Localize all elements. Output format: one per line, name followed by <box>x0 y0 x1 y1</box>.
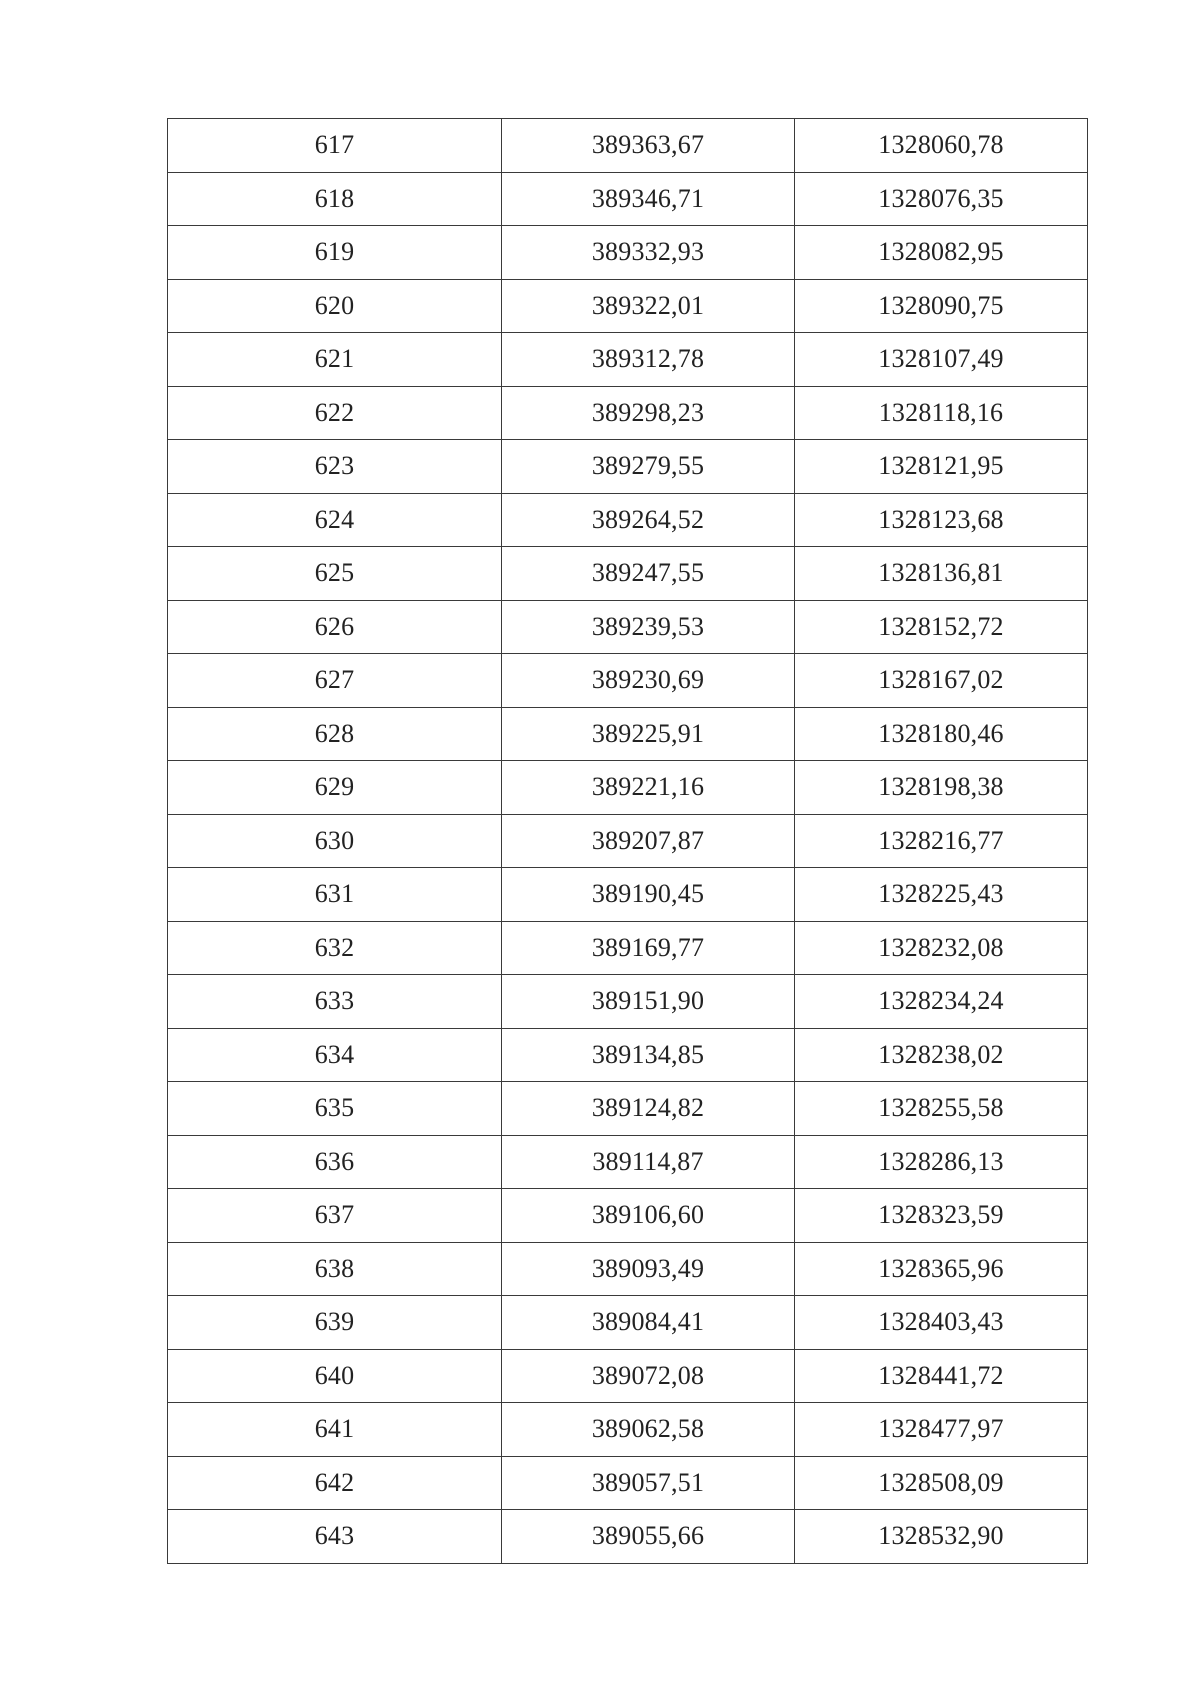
point-number-cell: 621 <box>168 333 502 387</box>
x-coordinate-cell: 389169,77 <box>502 921 795 975</box>
y-coordinate-cell: 1328323,59 <box>795 1189 1088 1243</box>
y-coordinate-cell: 1328403,43 <box>795 1296 1088 1350</box>
x-coordinate-cell: 389239,53 <box>502 600 795 654</box>
y-coordinate-cell: 1328232,08 <box>795 921 1088 975</box>
coordinates-table-body <box>168 119 1088 1564</box>
y-coordinate-cell: 1328060,78 <box>795 119 1088 173</box>
y-coordinate-cell: 1328365,96 <box>795 1242 1088 1296</box>
x-coordinate-cell: 389106,60 <box>502 1189 795 1243</box>
x-coordinate-cell: 389190,45 <box>502 868 795 922</box>
y-coordinate-cell: 1328167,02 <box>795 654 1088 708</box>
point-number-cell: 638 <box>168 1242 502 1296</box>
x-coordinate-cell: 389332,93 <box>502 226 795 280</box>
table-row <box>168 1456 1088 1510</box>
table-row <box>168 493 1088 547</box>
y-coordinate-cell: 1328076,35 <box>795 172 1088 226</box>
point-number-cell: 632 <box>168 921 502 975</box>
x-coordinate-cell: 389057,51 <box>502 1456 795 1510</box>
point-number-cell: 628 <box>168 707 502 761</box>
table-row <box>168 172 1088 226</box>
table-row <box>168 921 1088 975</box>
point-number-cell: 641 <box>168 1403 502 1457</box>
point-number-cell: 618 <box>168 172 502 226</box>
point-number-cell: 634 <box>168 1028 502 1082</box>
point-number-cell: 630 <box>168 814 502 868</box>
x-coordinate-cell: 389264,52 <box>502 493 795 547</box>
point-number-cell: 633 <box>168 975 502 1029</box>
x-coordinate-cell: 389346,71 <box>502 172 795 226</box>
x-coordinate-cell: 389279,55 <box>502 440 795 494</box>
x-coordinate-cell: 389230,69 <box>502 654 795 708</box>
y-coordinate-cell: 1328216,77 <box>795 814 1088 868</box>
x-coordinate-cell: 389207,87 <box>502 814 795 868</box>
y-coordinate-cell: 1328441,72 <box>795 1349 1088 1403</box>
y-coordinate-cell: 1328286,13 <box>795 1135 1088 1189</box>
point-number-cell: 624 <box>168 493 502 547</box>
point-number-cell: 639 <box>168 1296 502 1350</box>
table-row <box>168 1135 1088 1189</box>
point-number-cell: 626 <box>168 600 502 654</box>
table-row <box>168 868 1088 922</box>
y-coordinate-cell: 1328238,02 <box>795 1028 1088 1082</box>
point-number-cell: 617 <box>168 119 502 173</box>
y-coordinate-cell: 1328121,95 <box>795 440 1088 494</box>
y-coordinate-cell: 1328082,95 <box>795 226 1088 280</box>
table-row <box>168 440 1088 494</box>
point-number-cell: 635 <box>168 1082 502 1136</box>
table-row <box>168 279 1088 333</box>
y-coordinate-cell: 1328118,16 <box>795 386 1088 440</box>
table-row <box>168 1028 1088 1082</box>
table-row <box>168 761 1088 815</box>
y-coordinate-cell: 1328225,43 <box>795 868 1088 922</box>
x-coordinate-cell: 389072,08 <box>502 1349 795 1403</box>
table-row <box>168 547 1088 601</box>
x-coordinate-cell: 389312,78 <box>502 333 795 387</box>
table-row <box>168 1082 1088 1136</box>
x-coordinate-cell: 389114,87 <box>502 1135 795 1189</box>
point-number-cell: 640 <box>168 1349 502 1403</box>
y-coordinate-cell: 1328180,46 <box>795 707 1088 761</box>
table-row <box>168 1403 1088 1457</box>
point-number-cell: 643 <box>168 1510 502 1564</box>
x-coordinate-cell: 389084,41 <box>502 1296 795 1350</box>
point-number-cell: 637 <box>168 1189 502 1243</box>
coordinates-table <box>167 118 1088 1564</box>
x-coordinate-cell: 389055,66 <box>502 1510 795 1564</box>
point-number-cell: 627 <box>168 654 502 708</box>
point-number-cell: 620 <box>168 279 502 333</box>
y-coordinate-cell: 1328136,81 <box>795 547 1088 601</box>
x-coordinate-cell: 389062,58 <box>502 1403 795 1457</box>
x-coordinate-cell: 389363,67 <box>502 119 795 173</box>
x-coordinate-cell: 389247,55 <box>502 547 795 601</box>
x-coordinate-cell: 389124,82 <box>502 1082 795 1136</box>
point-number-cell: 625 <box>168 547 502 601</box>
x-coordinate-cell: 389322,01 <box>502 279 795 333</box>
table-row <box>168 119 1088 173</box>
y-coordinate-cell: 1328255,58 <box>795 1082 1088 1136</box>
y-coordinate-cell: 1328234,24 <box>795 975 1088 1029</box>
table-row <box>168 707 1088 761</box>
table-row <box>168 1242 1088 1296</box>
point-number-cell: 631 <box>168 868 502 922</box>
y-coordinate-cell: 1328090,75 <box>795 279 1088 333</box>
table-row <box>168 975 1088 1029</box>
x-coordinate-cell: 389093,49 <box>502 1242 795 1296</box>
table-row <box>168 814 1088 868</box>
table-row <box>168 333 1088 387</box>
point-number-cell: 622 <box>168 386 502 440</box>
point-number-cell: 619 <box>168 226 502 280</box>
x-coordinate-cell: 389298,23 <box>502 386 795 440</box>
table-row <box>168 600 1088 654</box>
x-coordinate-cell: 389221,16 <box>502 761 795 815</box>
table-row <box>168 1296 1088 1350</box>
x-coordinate-cell: 389151,90 <box>502 975 795 1029</box>
x-coordinate-cell: 389225,91 <box>502 707 795 761</box>
y-coordinate-cell: 1328123,68 <box>795 493 1088 547</box>
y-coordinate-cell: 1328508,09 <box>795 1456 1088 1510</box>
y-coordinate-cell: 1328198,38 <box>795 761 1088 815</box>
point-number-cell: 636 <box>168 1135 502 1189</box>
point-number-cell: 623 <box>168 440 502 494</box>
table-row <box>168 226 1088 280</box>
y-coordinate-cell: 1328532,90 <box>795 1510 1088 1564</box>
table-row <box>168 1189 1088 1243</box>
y-coordinate-cell: 1328477,97 <box>795 1403 1088 1457</box>
table-row <box>168 654 1088 708</box>
x-coordinate-cell: 389134,85 <box>502 1028 795 1082</box>
point-number-cell: 629 <box>168 761 502 815</box>
table-row <box>168 386 1088 440</box>
point-number-cell: 642 <box>168 1456 502 1510</box>
table-row <box>168 1510 1088 1564</box>
y-coordinate-cell: 1328152,72 <box>795 600 1088 654</box>
table-row <box>168 1349 1088 1403</box>
y-coordinate-cell: 1328107,49 <box>795 333 1088 387</box>
